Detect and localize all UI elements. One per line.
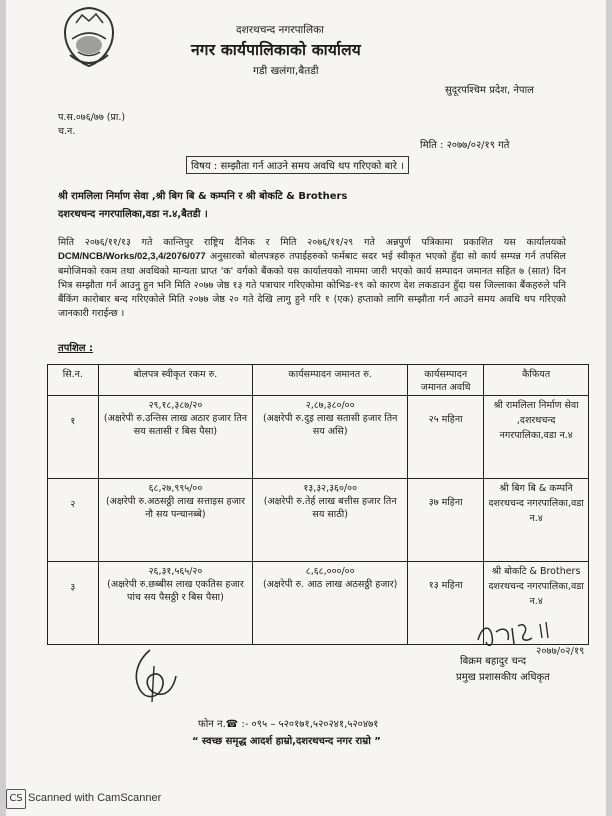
amount-figure: २६,३१,५६५/२०: [148, 566, 203, 577]
row-guarantee: [253, 396, 408, 479]
row-period: [408, 562, 484, 645]
guarantee-figure: १३,३२,३६०/००: [303, 483, 358, 494]
col-header-period: कार्यसम्पादन जमानत अवधि: [408, 365, 484, 396]
row-remarks: श्री रामलिला निर्माण सेवा ,दशरथचन्द नगरपालिका,वडा न.४: [484, 396, 589, 479]
row-amount: [98, 479, 253, 562]
row-remarks: श्री बोकटि & Brothers दशरथचन्द नगरपालिका,वडा न.४: [484, 562, 589, 645]
row-amount: [98, 396, 253, 479]
guarantee-words: (अक्षरेपी रु. आठ लाख अठसठ्ठी हजार): [262, 579, 398, 590]
details-label: तपशिल :: [58, 343, 94, 354]
row-guarantee: [253, 479, 408, 562]
amount-words: (अक्षरेपी रु.छब्बीस लाख एकतिस हजार पांच सय पैसठ्ठी र बिस पैसा): [107, 579, 244, 603]
guarantee-figure: २,८७,३८०/००: [305, 400, 355, 411]
guarantee-words: (अक्षरेपी रु.तेर्ह लाख बत्तीस हजार तिन सय साठी): [263, 496, 397, 520]
row-remarks: श्री बिग बि & कम्पनि दशरथचन्द नगरपालिका,वडा न.४: [484, 479, 589, 562]
left-signature-mark: [128, 646, 180, 706]
office-name: नगर कार्यपालिकाको कार्यालय: [191, 41, 361, 59]
row-guarantee: [253, 562, 408, 645]
addressee-line-1: श्री रामलिला निर्माण सेवा ,श्री बिग बि & कम्पनि र श्री बोकटि & Brothers: [58, 191, 348, 202]
period-value: ३७ महिना: [428, 497, 463, 508]
col-header-amount: बोलपत्र स्वीकृत रकम रु.: [98, 365, 253, 396]
municipality-name: दशरथचन्द नगरपालिका: [236, 24, 324, 36]
row-period: [408, 479, 484, 562]
camscanner-watermark: Scanned with CamScanner: [28, 792, 162, 804]
body-part-1: मिति २०७६/११/१३ गते कान्तिपुर राष्ट्रिय दैनिक र मिति २०७६/११/२९ गते अन्नपुर्ण पत्रिकामा प्रकाशित यस कार्यालयको: [58, 237, 566, 248]
details-table: [47, 364, 589, 645]
subject-line: विषय : सम्झौता गर्न आउने समय अवधि थप गरिएको बारे ।: [186, 156, 409, 174]
dispatch-number: च.न.: [58, 126, 76, 137]
row-amount: [98, 562, 253, 645]
municipal-slogan: “ स्वच्छ समृद्ध आदर्श हाम्रो,दशरथचन्द नगर राम्रो ”: [192, 736, 381, 747]
row-sn: १: [48, 396, 99, 479]
amount-figure: २९,१८,३८७/२०: [148, 400, 203, 411]
phone-numbers: फोन न.☎ :- ०९५ – ५२०१७१,५२०२४१,५२०४७१: [198, 719, 379, 730]
camscanner-logo-icon: CS: [6, 789, 26, 809]
amount-words: (अक्षरेपी रु.उन्तिस लाख अठार हजार तिन सय सतासी र बिस पैसा): [103, 413, 248, 437]
letter-date: मिति : २०७७/०२/१९ गते: [420, 140, 510, 151]
table-row: [48, 479, 589, 562]
guarantee-words: (अक्षरेपी रु.दुइ लाख सतासी हजार तिन सय असि): [262, 413, 398, 437]
letter-body: [58, 236, 566, 322]
tender-reference: DCM/NCB/Works/02,3,4/2076/077: [58, 251, 206, 263]
col-header-sn: सि.न.: [48, 365, 99, 396]
table-row: [48, 396, 589, 479]
row-sn: ३: [48, 562, 99, 645]
officer-title: प्रमुख प्रशासकीय अधिकृत: [456, 672, 550, 683]
body-part-2: अनुसारको बोलपत्रहरु तपाईहरुको फर्मबाट सदर भई स्वीकृत भएको हुँदा सो कार्य सम्पन्न गर्न तपसिल बमोजिमको रकम तथा अवधिको मान्यता प्राप्त 'क' वर्गको बैंकको यस कार्यालयको नाममा जारी भएको कार्य सम्पादन जमानत सहित ७ (सात) दिन भित्र सम्झौता गर्न आउनु हुन भनि मिति २०७७ जेष्ठ १३ गते पत्राचार गरिएकोमा कोभिड-१९ को कारण देश लकडाउन हुँदा यस जिल्लाका बैंकहरुले पनि बैंकिंग कारोबार बन्द गरिएकोले मिति २०७७ जेष्ठ २० गते देखि लागु हुने गरि १ (एक) हप्ताको लागि सम्झौता गर्न आउने समय अवधि थप गरिएको जानकारी गराईन्छ ।: [58, 251, 566, 320]
col-header-guarantee: कार्यसम्पादन जमानत रु.: [253, 365, 408, 396]
row-sn: २: [48, 479, 99, 562]
row-period: [408, 396, 484, 479]
signature-date: २०७७/०२/१९: [536, 646, 585, 657]
amount-words: (अक्षरेपी रु.अठसठ्ठी लाख सत्ताइस हजार नौ सय पन्चानब्बे): [105, 496, 245, 520]
table-header-row: [48, 365, 589, 396]
col-header-remarks: कैफियत: [484, 365, 589, 396]
period-value: १३ महिना: [428, 580, 463, 591]
period-value: २५ महिना: [428, 414, 463, 425]
province-name: सुदूरपश्चिम प्रदेश, नेपाल: [445, 85, 534, 96]
letter-number: प.स.०७६/७७ (प्रा.): [58, 112, 126, 123]
amount-figure: ६८,२७,९९५/००: [148, 483, 203, 494]
office-address: गडी खलंगा,बैतडी: [253, 65, 319, 77]
nepal-emblem-icon: [60, 5, 118, 69]
addressee-line-2: दशरथचन्द नगरपालिका,वडा न.४,बैतडी ।: [58, 209, 208, 220]
officer-name: बिक्रम बहादुर चन्द: [460, 656, 527, 667]
guarantee-figure: ८,६८,०००/००: [305, 566, 355, 577]
